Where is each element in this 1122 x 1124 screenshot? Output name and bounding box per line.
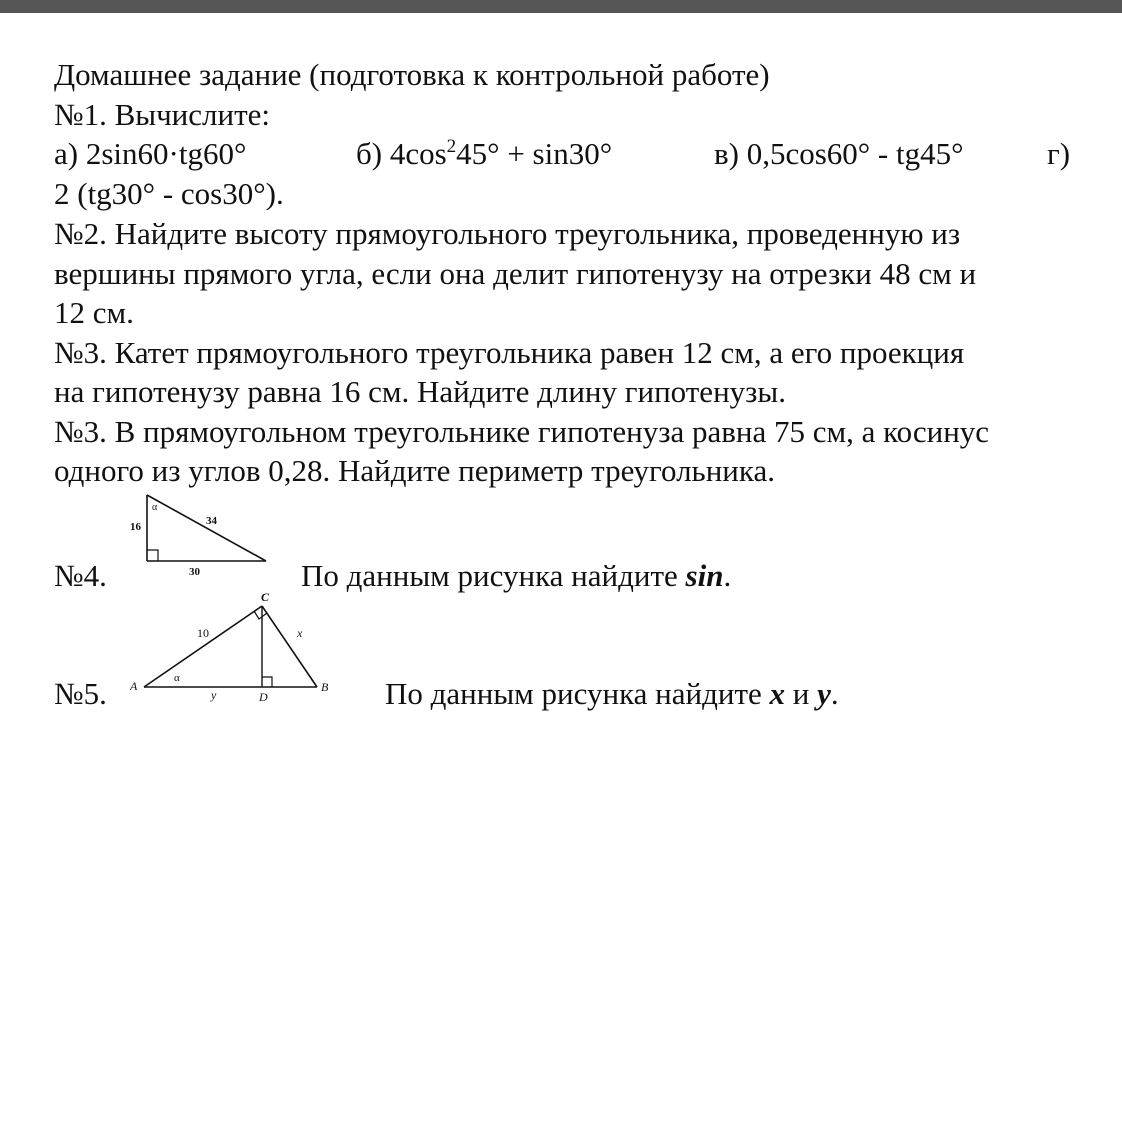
task5-vertex-c: C <box>261 590 270 604</box>
task5-right-angle-mark-d <box>262 677 272 687</box>
task4-label-16: 16 <box>130 521 141 533</box>
task5-text-and: и <box>785 676 818 711</box>
task4-text-suffix: . <box>723 558 732 593</box>
task1-expression-d: 2 (tg30° - cos30°). <box>54 176 284 211</box>
task4-right-angle-mark <box>147 550 158 561</box>
task1-expressions-row <box>54 134 1084 174</box>
task5-vertex-d: D <box>259 690 268 704</box>
task5-var-y: y <box>817 676 831 711</box>
task1-b-exponent: 2 <box>446 136 457 157</box>
task4-text-prefix: По данным рисунка найдите <box>301 558 686 593</box>
task5-triangle-figure <box>120 584 350 706</box>
task5-angle-alpha: α <box>174 672 180 684</box>
task5-number: №5. <box>54 676 107 711</box>
task5-label-x: x <box>297 626 303 640</box>
task4-text-sin: sin <box>685 558 724 593</box>
task3b-line-1: №3. В прямоугольном треугольнике гипотенуза равна 75 см, а косинус <box>54 414 990 449</box>
task5-text-suffix: . <box>830 676 839 711</box>
top-bar <box>0 0 1122 13</box>
task2-line-2: вершины прямого угла, если она делит гипотенузу на отрезки 48 см и <box>54 256 977 291</box>
task1-expression-b <box>356 134 612 174</box>
task4-label-34: 34 <box>206 515 217 527</box>
task3a-line-1: №3. Катет прямоугольного треугольника равен 12 см, а его проекция <box>54 335 965 370</box>
task4-label-30: 30 <box>189 566 200 578</box>
task3b-line-2: одного из углов 0,28. Найдите периметр треугольника. <box>54 453 775 488</box>
task2-line-1: №2. Найдите высоту прямоугольного треугольника, проведенную из <box>54 216 961 251</box>
task4-number: №4. <box>54 558 107 593</box>
task5-right-angle-mark-c <box>254 611 267 619</box>
task1-expression-d-label: г) <box>1047 136 1071 171</box>
task4-hypotenuse <box>147 495 266 561</box>
task4-instruction <box>301 556 731 596</box>
task5-text-prefix: По данным рисунка найдите <box>385 676 770 711</box>
task5-label-y: y <box>211 688 217 702</box>
task1-b-prefix: б) 4cos <box>356 136 447 171</box>
page-title: Домашнее задание (подготовка к контрольной работе) <box>54 57 770 92</box>
task5-var-x: x <box>769 676 786 711</box>
task4-triangle-figure <box>120 488 280 580</box>
task2-line-3: 12 см. <box>54 295 134 330</box>
task3a-line-2: на гипотенузу равна 16 см. Найдите длину гипотенузы. <box>54 374 786 409</box>
task5-vertex-a: A <box>130 679 138 693</box>
task5-instruction <box>385 674 839 714</box>
task1-b-suffix: 45° + sin30° <box>456 136 613 171</box>
task5-vertex-b: B <box>321 680 329 694</box>
task5-label-10: 10 <box>197 626 209 640</box>
task1-expression-c: в) 0,5cos60° - tg45° <box>714 136 964 171</box>
task4-angle-alpha: α <box>152 502 158 513</box>
task1-expression-a: а) 2sin60·tg60° <box>54 136 247 171</box>
task5-side-ac <box>144 606 262 687</box>
task5-side-cb <box>262 606 317 687</box>
task1-heading: №1. Вычислите: <box>54 97 271 132</box>
